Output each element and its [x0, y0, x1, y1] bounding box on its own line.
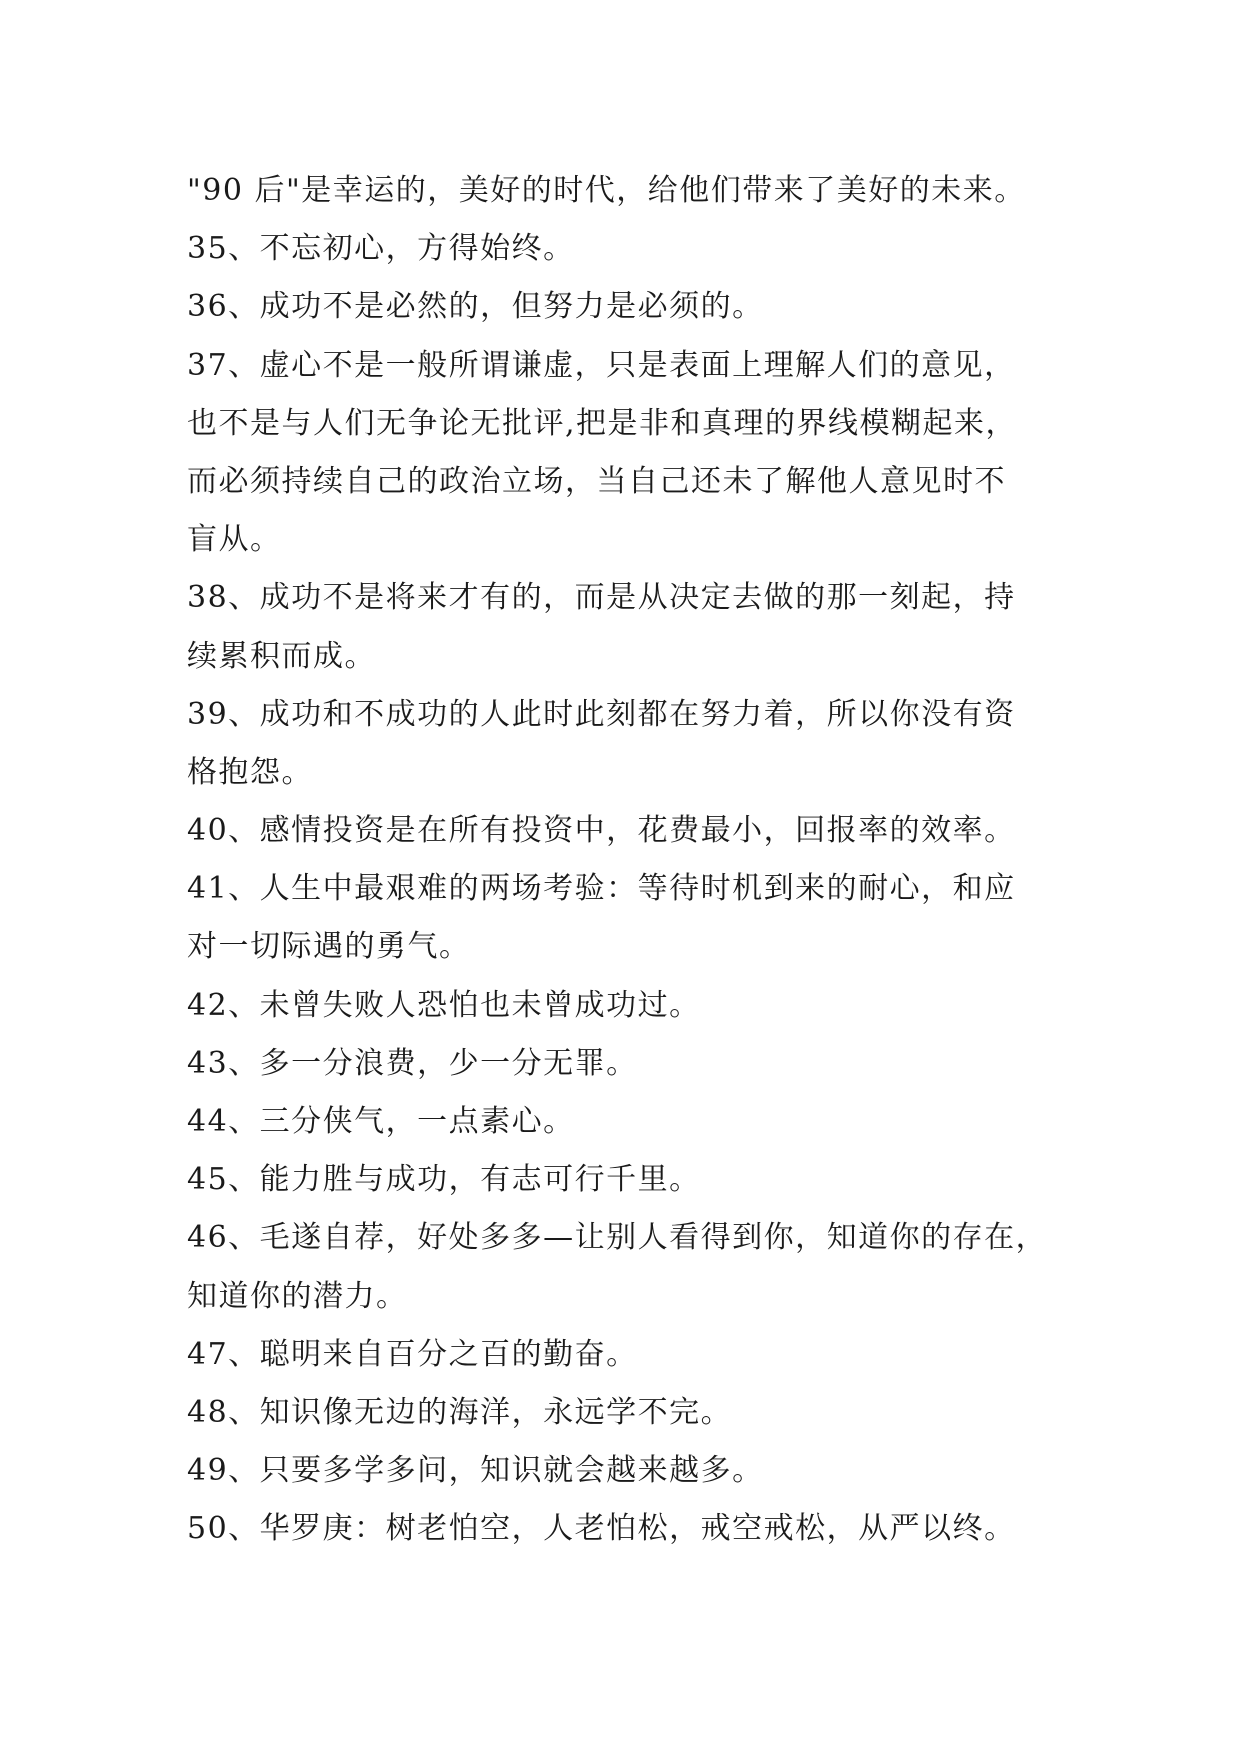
text-line: 35、不忘初心，方得始终。 [187, 231, 575, 267]
text-line: 续累积而成。 [187, 638, 376, 674]
text-line: 50、华罗庚：树老怕空，人老怕松，戒空戒松，从严以终。 [187, 1511, 1016, 1547]
text-line: 格抱怨。 [187, 754, 313, 790]
text-line: 对一切际遇的勇气。 [187, 929, 471, 965]
text-line: 44、三分侠气，一点素心。 [187, 1104, 575, 1139]
text-line: 38、成功不是将来才有的，而是从决定去做的那一刻起，持 [187, 580, 1016, 616]
text-line: 39、成功和不成功的人此时此刻都在努力着，所以你没有资 [187, 696, 1016, 732]
document-body [187, 162, 1067, 1559]
text-line: 知道你的潜力。 [187, 1278, 408, 1314]
text-line: 盲从。 [187, 522, 282, 558]
text-line: "90 后"是幸运的，美好的时代，给他们带来了美好的未来。 [187, 173, 1026, 208]
text-line: 45、能力胜与成功，有志可行千里。 [187, 1162, 701, 1198]
text-line: 47、聪明来自百分之百的勤奋。 [187, 1336, 638, 1372]
text-line: 也不是与人们无争论无批评,把是非和真理的界线模糊起来， [187, 405, 1018, 441]
text-line: 36、成功不是必然的，但努力是必须的。 [187, 289, 764, 325]
text-line: 41、人生中最艰难的两场考验：等待时机到来的耐心，和应 [187, 871, 1016, 907]
text-line: 48、知识像无边的海洋，永远学不完。 [187, 1394, 733, 1430]
text-line: 40、感情投资是在所有投资中，花费最小，回报率的效率。 [187, 813, 1016, 849]
text-line: 37、虚心不是一般所谓谦虚，只是表面上理解人们的意见， [187, 347, 1016, 383]
text-line: 43、多一分浪费，少一分无罪。 [187, 1045, 638, 1081]
text-line: 42、未曾失败人恐怕也未曾成功过。 [187, 987, 701, 1023]
text-line: 46、毛遂自荐，好处多多—让别人看得到你，知道你的存在， [187, 1220, 1048, 1256]
text-line: 而必须持续自己的政治立场，当自己还未了解他人意见时不 [187, 463, 1006, 499]
text-line: 49、只要多学多问，知识就会越来越多。 [187, 1453, 764, 1489]
